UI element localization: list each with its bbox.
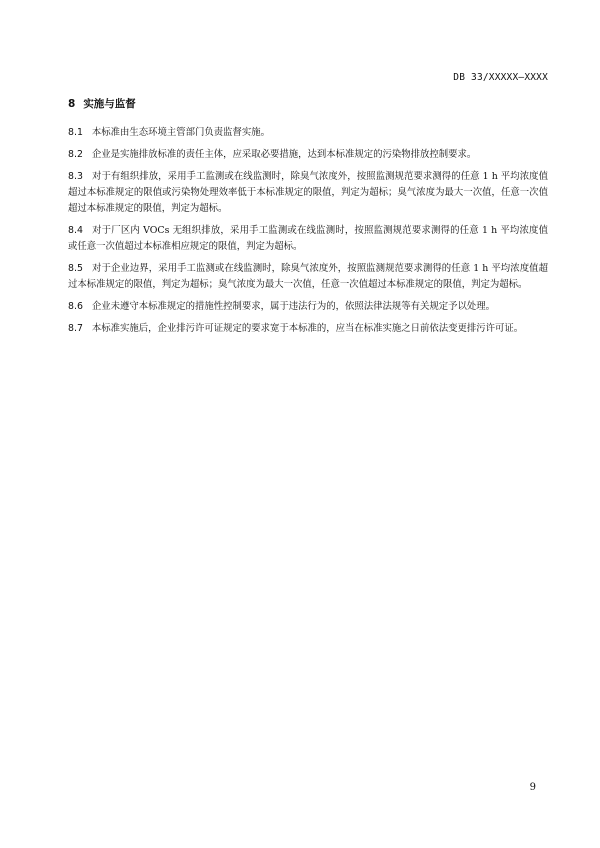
clause-8-6 [68, 299, 548, 315]
clause-number: 8.4 [68, 225, 83, 236]
section-title: 实施与监督 [83, 98, 136, 110]
clause-text: 本标准实施后，企业排污许可证规定的要求宽于本标准的，应当在标准实施之日前依法变更排污许可证。 [91, 323, 524, 334]
clause-text: 企业未遵守本标准规定的措施性控制要求，属于违法行为的，依照法律法规等有关规定予以处理。 [91, 301, 496, 312]
clause-8-3 [68, 169, 548, 217]
clause-8-2 [68, 147, 548, 163]
clause-number: 8.3 [68, 171, 83, 182]
clause-8-4 [68, 223, 548, 255]
clause-number: 8.5 [68, 263, 83, 274]
section-heading [68, 96, 136, 111]
clause-number: 8.6 [68, 301, 83, 312]
page-number: 9 [529, 782, 536, 793]
clause-text: 对于企业边界，采用手工监测或在线监测时，除臭气浓度外，按照监测规范要求测得的任意 1 h 平均浓度值超过本标准规定的限值，判定为超标；臭气浓度为最大一次值，任意一次值超过本标准规定的限值，判定为超标。 [68, 263, 548, 290]
document-code: DB 33/XXXXX—XXXX [453, 72, 548, 83]
clause-8-5 [68, 261, 548, 293]
clause-text: 对于有组织排放，采用手工监测或在线监测时，除臭气浓度外，按照监测规范要求测得的任意 1 h 平均浓度值超过本标准规定的限值或污染物处理效率低于本标准规定的限值，判定为超标；臭气浓度为最大一次值，任意一次值超过本标准规定的限值，判定为超标。 [68, 171, 548, 214]
section-number: 8 [68, 98, 76, 110]
clause-8-7 [68, 321, 548, 337]
clause-number: 8.7 [68, 323, 83, 334]
clause-number: 8.2 [68, 149, 83, 160]
clause-8-1 [68, 125, 548, 141]
clause-text: 本标准由生态环境主管部门负责监督实施。 [91, 127, 271, 138]
clause-text: 企业是实施排放标准的责任主体，应采取必要措施，达到本标准规定的污染物排放控制要求。 [91, 149, 477, 160]
clause-text: 对于厂区内 VOCs 无组织排放，采用手工监测或在线监测时，按照监测规范要求测得的任意 1 h 平均浓度值或任意一次值超过本标准相应规定的限值，判定为超标。 [68, 225, 548, 252]
clause-number: 8.1 [68, 127, 83, 138]
clause-list [68, 125, 548, 343]
